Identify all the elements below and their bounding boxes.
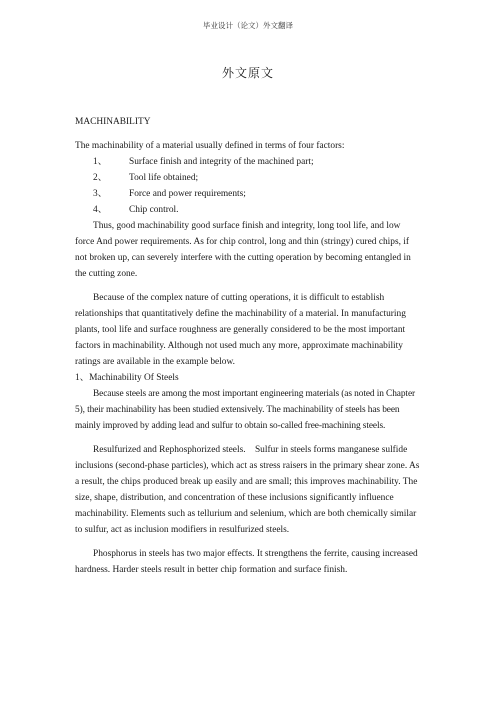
list-text: Surface finish and integrity of the machined part; (129, 157, 314, 167)
list-number: 1、 (93, 157, 108, 167)
intro-paragraph: The machinability of a material usually defined in terms of four factors: (75, 141, 345, 151)
subsection-heading: 1、Machinability Of Steels (75, 373, 179, 383)
document-body (75, 114, 421, 578)
page-title: 外文原文 (221, 66, 274, 80)
list-item (75, 170, 421, 186)
section-title: MACHINABILITY (75, 117, 151, 127)
list-text: Tool life obtained; (129, 173, 199, 183)
list-number: 2、 (93, 173, 108, 183)
factor-list (75, 154, 421, 218)
list-number: 4、 (93, 205, 108, 215)
body-paragraph: Because of the complex nature of cutting operations, it is difficult to establish relationships that quantitatively define the machinability of a material. In manufacturing plants, tool life and surface roughness are generally considered to be the most important factors in machinability. Although not used much any more, approximate machinability ratings are available in the example below. (75, 293, 406, 367)
list-text: Chip control. (129, 205, 179, 215)
list-text: Force and power requirements; (129, 189, 246, 199)
body-paragraph: Resulfurized and Rephosphorized steels. Sulfur in steels forms manganese sulfide inclusions (second-phase particles), which act as stress raisers in the primary shear zone. As a result, the chips produced break up easily and are small; this improves machinability. The size, shape, distribution, and concentration of these inclusions significantly influence machinability. Elements such as tellurium and selenium, which are both chemically similar to sulfur, act as inclusion modifiers in resulfurized steels. (75, 445, 420, 535)
list-number: 3、 (93, 189, 108, 199)
list-item (75, 202, 421, 218)
running-header: 毕业设计（论文）外文翻译 (203, 21, 293, 30)
list-item (75, 186, 421, 202)
body-paragraph: Thus, good machinability good surface finish and integrity, long tool life, and low force And power requirements. As for chip control, long and thin (stringy) cured chips, if not broken up, can severely interfere with the cutting operation by becoming entangled in the cutting zone. (75, 221, 411, 279)
list-item (75, 154, 421, 170)
body-paragraph: Because steels are among the most important engineering materials (as noted in Chapter 5), their machinability has been studied extensively. The machinability of steels has been mainly improved by adding lead and sulfur to obtain so-called free-machining steels. (75, 389, 416, 431)
body-paragraph: Phosphorus in steels has two major effects. It strengthens the ferrite, causing increased hardness. Harder steels result in better chip formation and surface finish. (75, 549, 418, 575)
